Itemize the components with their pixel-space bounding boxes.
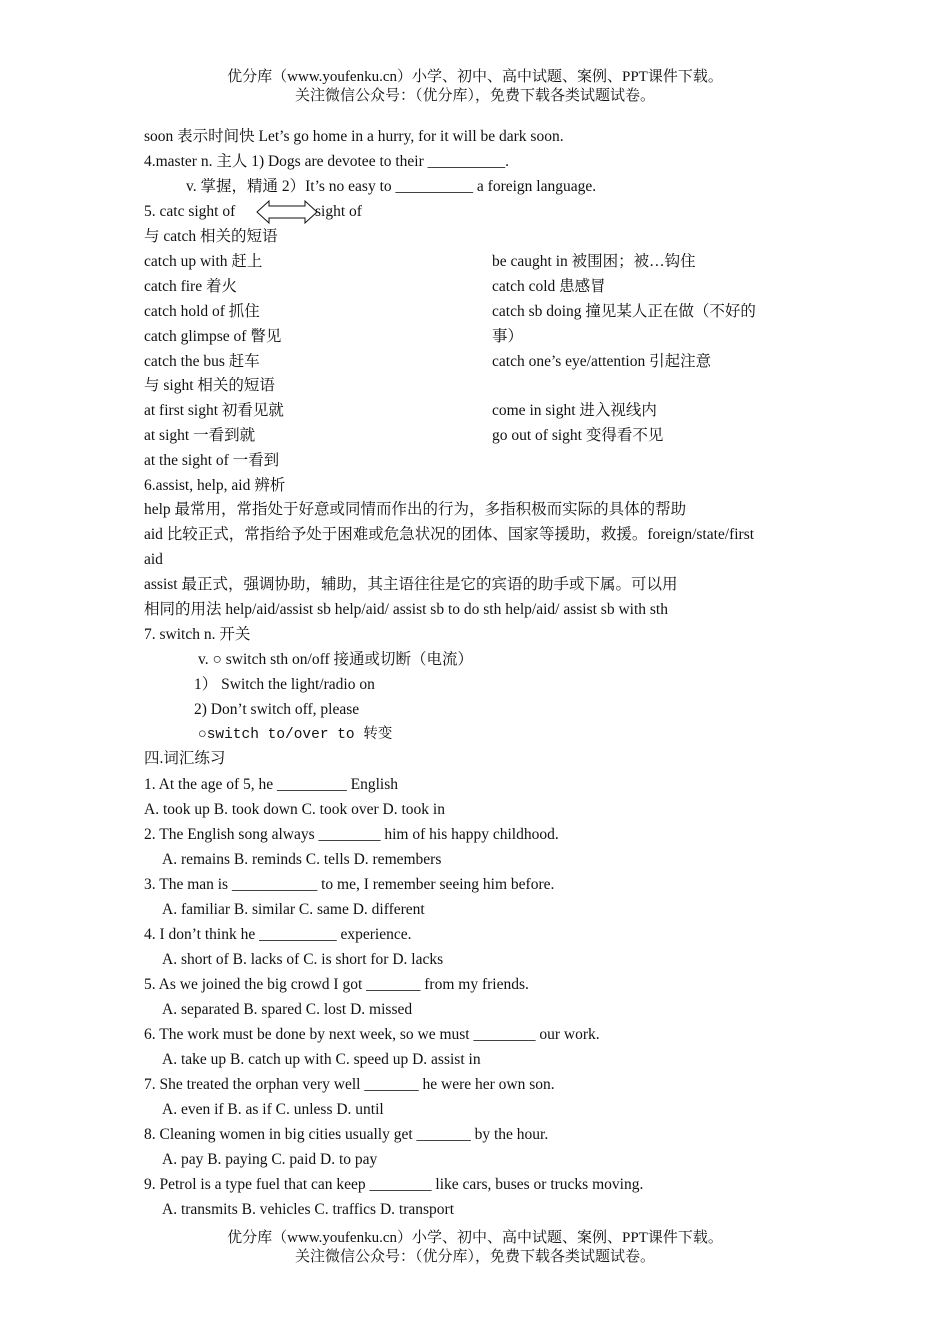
page-header-line-1: 优分库（www.youfenku.cn）小学、初中、高中试题、案例、PPT课件下载。: [227, 69, 723, 85]
catch-phrases-title: 与 catch 相关的短语: [144, 228, 278, 245]
assist-title: 6.assist, help, aid 辨析: [144, 477, 286, 494]
question: 5. As we joined the big crowd I got _______ from my friends.: [144, 976, 529, 993]
page-footer-line-1: 优分库（www.youfenku.cn）小学、初中、高中试题、案例、PPT课件下载。: [227, 1230, 723, 1246]
sight-phrase-left: at first sight 初看见就: [144, 402, 284, 419]
sight-phrase-left: at the sight of 一看到: [144, 452, 280, 469]
soon-note: soon 表示时间快 Let’s go home in a hurry, for it will be dark soon.: [144, 128, 564, 145]
master-verb: v. 掌握，精通 2）It’s no easy to __________ a foreign language.: [186, 178, 597, 195]
question: 3. The man is ___________ to me, I remember seeing him before.: [144, 876, 555, 893]
catch-sight-left: 5. catc sight of: [144, 203, 236, 220]
catch-phrase-left: catch hold of 抓住: [144, 303, 260, 320]
catch-phrase-left: catch fire 着火: [144, 278, 237, 295]
catch-phrase-right: 事）: [492, 328, 524, 345]
catch-phrase-right: catch one’s eye/attention 引起注意: [492, 353, 712, 370]
question: 7. She treated the orphan very well _______ he were her own son.: [144, 1076, 555, 1093]
sight-phrases-title: 与 sight 相关的短语: [144, 377, 275, 394]
catch-phrase-right: be caught in 被围困；被…钩住: [492, 253, 696, 270]
assist-line: assist 最正式，强调协助，辅助，其主语往往是它的宾语的助手或下属。可以用: [144, 576, 678, 593]
question-options: A. short of B. lacks of C. is short for D. lacks: [162, 951, 444, 968]
assist-line: 相同的用法 help/aid/assist sb help/aid/ assist sb to do sth help/aid/ assist sb with sth: [144, 601, 668, 618]
switch-verb: v. ○ switch sth on/off 接通或切断（电流）: [198, 651, 474, 668]
sight-phrase-right: come in sight 进入视线内: [492, 402, 657, 419]
catch-phrase-left: catch glimpse of 瞥见: [144, 328, 282, 345]
double-arrow-icon: [256, 200, 318, 224]
question-options: A. separated B. spared C. lost D. missed: [162, 1001, 413, 1018]
question-options: A. familiar B. similar C. same D. different: [162, 901, 425, 918]
question: 1. At the age of 5, he _________ English: [144, 776, 398, 793]
exercise-title: 四.词汇练习: [144, 750, 226, 767]
question: 9. Petrol is a type fuel that can keep ________ like cars, buses or trucks moving.: [144, 1176, 644, 1193]
catch-phrase-right: catch cold 患感冒: [492, 278, 606, 295]
master-noun: 4.master n. 主人 1) Dogs are devotee to their __________.: [144, 153, 510, 170]
question: 6. The work must be done by next week, so we must ________ our work.: [144, 1026, 600, 1043]
switch-to: ○switch to/over to 转变: [198, 727, 393, 743]
sight-phrase-right: go out of sight 变得看不见: [492, 427, 664, 444]
page-footer-line-2: 关注微信公众号：（优分库），免费下载各类试题试卷。: [294, 1249, 655, 1265]
assist-line: aid: [144, 551, 163, 568]
question-options: A. even if B. as if C. unless D. until: [162, 1101, 384, 1118]
catch-phrase-left: catch up with 赶上: [144, 253, 263, 270]
question-options: A. pay B. paying C. paid D. to pay: [162, 1151, 378, 1168]
switch-noun: 7. switch n. 开关: [144, 626, 251, 643]
assist-line: help 最常用，常指处于好意或同情而作出的行为，多指积极而实际的具体的帮助: [144, 501, 687, 518]
switch-example-1: 1） Switch the light/radio on: [194, 676, 375, 693]
page-header-line-2: 关注微信公众号：（优分库），免费下载各类试题试卷。: [294, 88, 655, 104]
question-options: A. take up B. catch up with C. speed up D. assist in: [162, 1051, 481, 1068]
switch-example-2: 2) Don’t switch off, please: [194, 701, 360, 718]
question-options: A. transmits B. vehicles C. traffics D. transport: [162, 1201, 455, 1218]
catch-phrase-right: catch sb doing 撞见某人正在做（不好的: [492, 303, 756, 320]
question-options: A. took up B. took down C. took over D. took in: [144, 801, 445, 818]
question-options: A. remains B. reminds C. tells D. remembers: [162, 851, 442, 868]
assist-line: aid 比较正式，常指给予处于困难或危急状况的团体、国家等援助，救援。foreign/state/first: [144, 526, 755, 543]
question: 4. I don’t think he __________ experience.: [144, 926, 412, 943]
catch-sight-right: sight of: [315, 203, 362, 220]
question: 8. Cleaning women in big cities usually get _______ by the hour.: [144, 1126, 549, 1143]
question: 2. The English song always ________ him of his happy childhood.: [144, 826, 559, 843]
sight-phrase-left: at sight 一看到就: [144, 427, 256, 444]
catch-phrase-left: catch the bus 赶车: [144, 353, 260, 370]
